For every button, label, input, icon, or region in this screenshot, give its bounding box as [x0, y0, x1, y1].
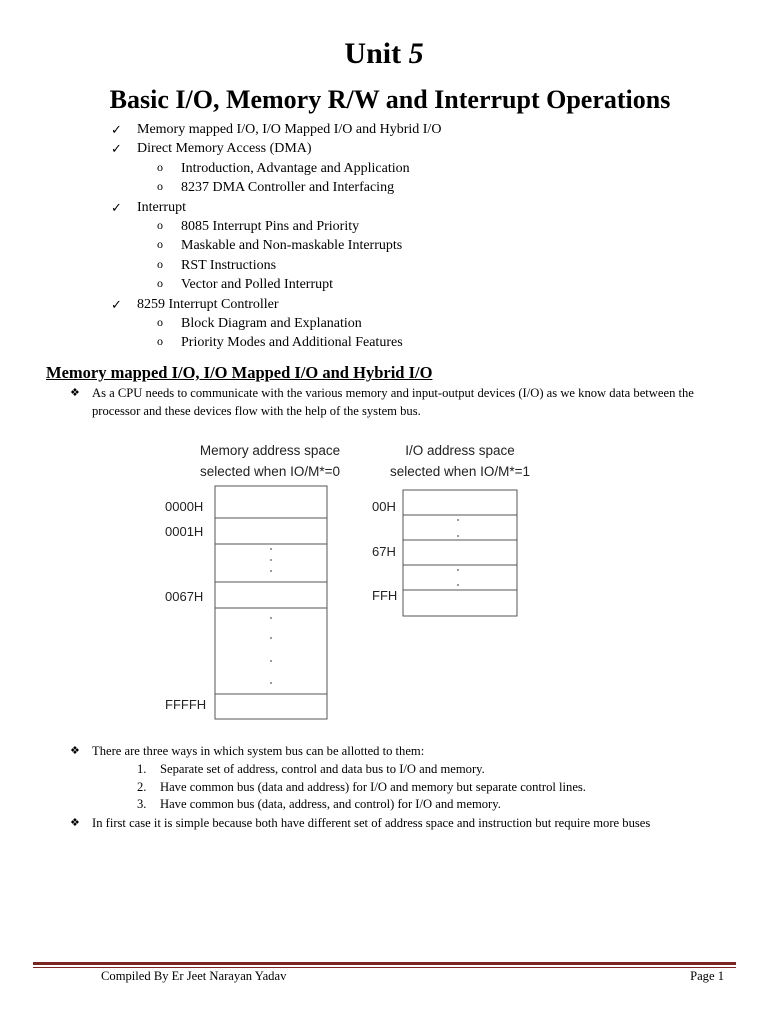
topic-item	[0, 295, 768, 314]
memory-label-0000h: 0000H	[165, 499, 204, 514]
list-item	[137, 761, 146, 779]
list-item	[137, 796, 146, 814]
list-number: 1.	[137, 762, 147, 776]
check-icon: ✓	[111, 141, 122, 157]
topic-list	[0, 120, 768, 353]
diamond-bullet-icon: ❖	[70, 387, 80, 399]
io-label-67h: 67H	[372, 544, 396, 559]
memory-title-line2: selected when IO/M*=0	[200, 464, 340, 479]
footer-divider	[33, 962, 736, 965]
bullet-o-icon: o	[157, 217, 163, 232]
topic-item	[0, 139, 768, 158]
topic-item	[0, 120, 768, 139]
subtopic-item	[0, 256, 768, 275]
subtopic-item	[0, 275, 768, 294]
diamond-bullet-icon: ❖	[70, 745, 80, 757]
subtopic-item	[0, 217, 768, 236]
memory-label-0067h: 0067H	[165, 589, 204, 604]
unit-label: Unit	[344, 37, 402, 70]
section-heading: Memory mapped I/O, I/O Mapped I/O and Hybrid I/O	[46, 363, 433, 382]
memory-label-ffffh: FFFFH	[165, 697, 207, 712]
topic-text: Interrupt	[137, 199, 186, 215]
list-item	[137, 779, 146, 797]
subtopic-text: 8085 Interrupt Pins and Priority	[181, 218, 360, 234]
list-item-text: Separate set of address, control and data bus to I/O and memory.	[160, 762, 485, 776]
footer-page-number: Page 1	[690, 969, 724, 983]
subtopic-item	[0, 178, 768, 197]
bullet-o-icon: o	[157, 276, 163, 291]
list-number: 3.	[137, 797, 147, 811]
bullet-o-icon: o	[157, 314, 163, 329]
subtopic-item	[0, 314, 768, 333]
subtopic-text: Vector and Polled Interrupt	[181, 277, 334, 293]
memory-ellipsis	[270, 548, 272, 684]
subtopic-text: 8237 DMA Controller and Interfacing	[181, 180, 395, 196]
io-label-00h: 00H	[372, 499, 396, 514]
bullet-o-icon: o	[157, 179, 163, 194]
memory-label-0001h: 0001H	[165, 524, 204, 539]
subtopic-text: Introduction, Advantage and Application	[181, 160, 410, 176]
io-ellipsis	[457, 519, 459, 586]
bus-intro-paragraph	[70, 742, 740, 760]
io-title-line1: I/O address space	[405, 443, 515, 458]
bus-intro-text: There are three ways in which system bus can be allotted to them:	[92, 744, 425, 758]
check-icon: ✓	[111, 199, 122, 215]
subject-title: Basic I/O, Memory R/W and Interrupt Operations	[109, 85, 671, 114]
address-space-diagram	[0, 432, 768, 732]
bus-note-paragraph	[70, 814, 750, 832]
memory-address-column	[215, 486, 327, 719]
intro-paragraph	[70, 384, 740, 420]
check-icon: ✓	[111, 122, 122, 137]
subtopic-item	[0, 159, 768, 178]
bullet-o-icon: o	[157, 237, 163, 252]
subtopic-text: Priority Modes and Additional Features	[181, 335, 403, 351]
subtopic-text: RST Instructions	[181, 257, 277, 273]
topic-text: Memory mapped I/O, I/O Mapped I/O and Hybrid I/O	[137, 122, 442, 137]
topic-item	[0, 198, 768, 217]
subtopic-text: Maskable and Non-maskable Interrupts	[181, 238, 403, 254]
diamond-bullet-icon: ❖	[70, 817, 80, 829]
io-address-column	[403, 490, 517, 616]
io-label-ffh: FFH	[372, 588, 398, 603]
check-icon: ✓	[111, 296, 122, 312]
bullet-o-icon: o	[157, 256, 163, 271]
unit-number: 5	[408, 37, 424, 70]
bus-note-text: In first case it is simple because both have different set of address space and instruction but require more buses	[92, 816, 651, 830]
list-item-text: Have common bus (data and address) for I/O and memory but separate control lines.	[160, 779, 586, 794]
topic-text: Direct Memory Access (DMA)	[137, 141, 312, 157]
subtopic-text: Block Diagram and Explanation	[181, 315, 362, 331]
memory-title-line1: Memory address space	[199, 443, 341, 458]
topic-text: 8259 Interrupt Controller	[137, 296, 279, 312]
subtopic-item	[0, 236, 768, 255]
unit-title	[0, 36, 768, 72]
subtopic-item	[0, 333, 768, 352]
list-item-text: Have common bus (data, address, and control) for I/O and memory.	[160, 797, 501, 811]
footer-author: Compiled By Er Jeet Narayan Yadav	[101, 969, 287, 983]
bullet-o-icon: o	[157, 334, 163, 349]
io-title-line2: selected when IO/M*=1	[390, 464, 530, 479]
list-number: 2.	[137, 779, 147, 794]
bullet-o-icon: o	[157, 159, 163, 174]
intro-text: As a CPU needs to communicate with the various memory and input-output devices (I/O) as we know data between the processor and these devices flow with the help of the system bus.	[92, 386, 694, 418]
